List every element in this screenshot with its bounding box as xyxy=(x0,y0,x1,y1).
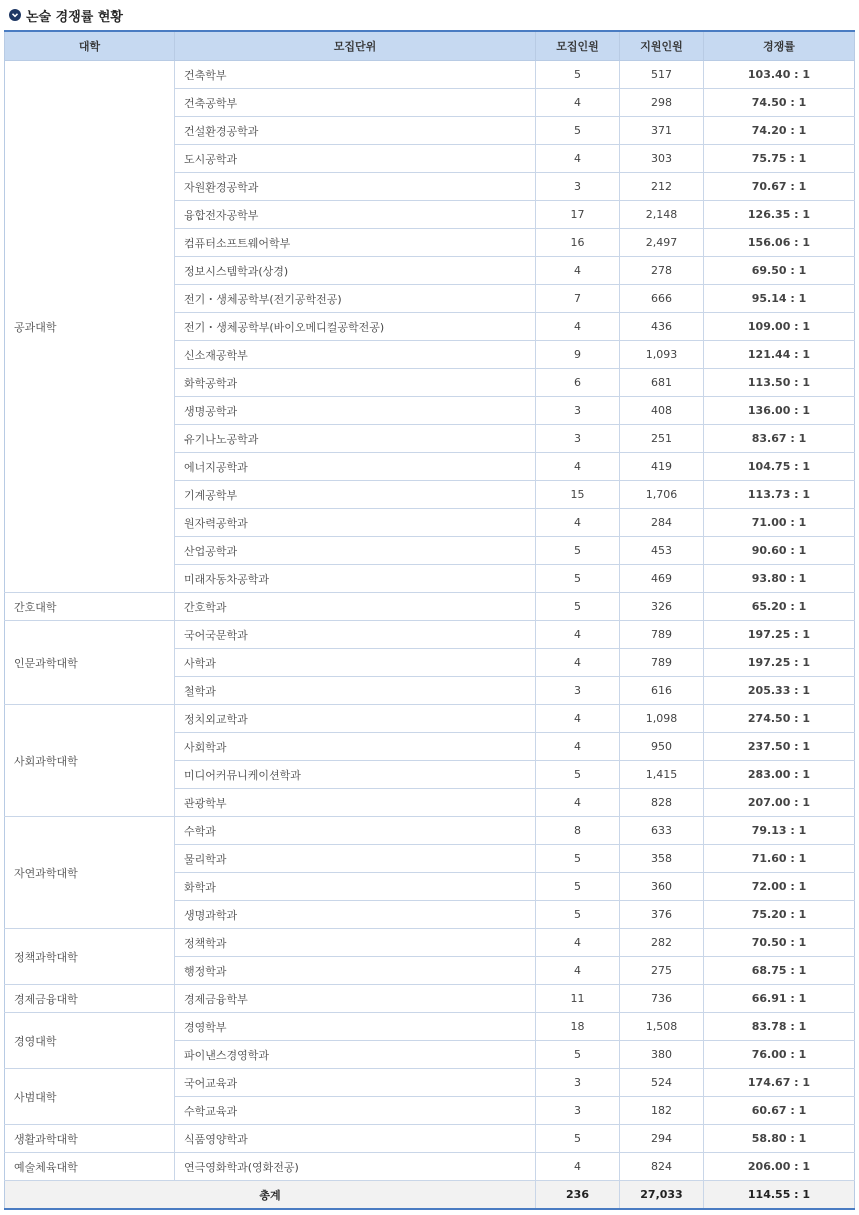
unit-cell: 경영학부 xyxy=(175,1013,536,1041)
quota-cell: 4 xyxy=(536,621,620,649)
quota-cell: 4 xyxy=(536,257,620,285)
rate-cell: 197.25 : 1 xyxy=(704,649,855,677)
applicants-cell: 616 xyxy=(620,677,704,705)
total-applicants: 27,033 xyxy=(620,1181,704,1210)
rate-cell: 66.91 : 1 xyxy=(704,985,855,1013)
rate-cell: 206.00 : 1 xyxy=(704,1153,855,1181)
applicants-cell: 419 xyxy=(620,453,704,481)
unit-cell: 물리학과 xyxy=(175,845,536,873)
college-cell: 인문과학대학 xyxy=(5,621,175,705)
rate-cell: 237.50 : 1 xyxy=(704,733,855,761)
quota-cell: 16 xyxy=(536,229,620,257)
quota-cell: 4 xyxy=(536,957,620,985)
quota-cell: 4 xyxy=(536,89,620,117)
applicants-cell: 408 xyxy=(620,397,704,425)
unit-cell: 미래자동차공학과 xyxy=(175,565,536,593)
applicants-cell: 212 xyxy=(620,173,704,201)
table-body xyxy=(5,61,855,1181)
quota-cell: 3 xyxy=(536,1097,620,1125)
college-cell: 공과대학 xyxy=(5,61,175,593)
quota-cell: 4 xyxy=(536,733,620,761)
rate-cell: 65.20 : 1 xyxy=(704,593,855,621)
applicants-cell: 517 xyxy=(620,61,704,89)
applicants-cell: 376 xyxy=(620,901,704,929)
applicants-cell: 681 xyxy=(620,369,704,397)
applicants-cell: 294 xyxy=(620,1125,704,1153)
applicants-cell: 950 xyxy=(620,733,704,761)
unit-cell: 화학과 xyxy=(175,873,536,901)
unit-cell: 건축학부 xyxy=(175,61,536,89)
applicants-cell: 828 xyxy=(620,789,704,817)
unit-cell: 원자력공학과 xyxy=(175,509,536,537)
unit-cell: 기계공학부 xyxy=(175,481,536,509)
rate-cell: 75.75 : 1 xyxy=(704,145,855,173)
total-rate: 114.55 : 1 xyxy=(704,1181,855,1210)
applicants-cell: 824 xyxy=(620,1153,704,1181)
rate-cell: 104.75 : 1 xyxy=(704,453,855,481)
rate-cell: 71.00 : 1 xyxy=(704,509,855,537)
rate-cell: 70.67 : 1 xyxy=(704,173,855,201)
college-cell: 생활과학대학 xyxy=(5,1125,175,1153)
rate-cell: 75.20 : 1 xyxy=(704,901,855,929)
quota-cell: 4 xyxy=(536,509,620,537)
college-cell: 정책과학대학 xyxy=(5,929,175,985)
quota-cell: 4 xyxy=(536,789,620,817)
table-row xyxy=(5,593,855,621)
college-cell: 사회과학대학 xyxy=(5,705,175,817)
table-row xyxy=(5,985,855,1013)
rate-cell: 79.13 : 1 xyxy=(704,817,855,845)
table-row xyxy=(5,1125,855,1153)
applicants-cell: 358 xyxy=(620,845,704,873)
unit-cell: 건설환경공학과 xyxy=(175,117,536,145)
unit-cell: 미디어커뮤니케이션학과 xyxy=(175,761,536,789)
applicants-cell: 1,415 xyxy=(620,761,704,789)
unit-cell: 행정학과 xyxy=(175,957,536,985)
unit-cell: 전기・생체공학부(전기공학전공) xyxy=(175,285,536,313)
header-unit: 모집단위 xyxy=(175,31,536,61)
table-row xyxy=(5,1069,855,1097)
rate-cell: 74.50 : 1 xyxy=(704,89,855,117)
quota-cell: 5 xyxy=(536,565,620,593)
unit-cell: 융합전자공학부 xyxy=(175,201,536,229)
quota-cell: 18 xyxy=(536,1013,620,1041)
quota-cell: 7 xyxy=(536,285,620,313)
unit-cell: 자원환경공학과 xyxy=(175,173,536,201)
applicants-cell: 524 xyxy=(620,1069,704,1097)
applicants-cell: 1,508 xyxy=(620,1013,704,1041)
quota-cell: 3 xyxy=(536,677,620,705)
quota-cell: 5 xyxy=(536,901,620,929)
rate-cell: 68.75 : 1 xyxy=(704,957,855,985)
rate-cell: 205.33 : 1 xyxy=(704,677,855,705)
quota-cell: 5 xyxy=(536,873,620,901)
quota-cell: 15 xyxy=(536,481,620,509)
quota-cell: 8 xyxy=(536,817,620,845)
rate-cell: 83.78 : 1 xyxy=(704,1013,855,1041)
quota-cell: 5 xyxy=(536,1041,620,1069)
rate-cell: 74.20 : 1 xyxy=(704,117,855,145)
applicants-cell: 1,093 xyxy=(620,341,704,369)
quota-cell: 4 xyxy=(536,1153,620,1181)
rate-cell: 113.50 : 1 xyxy=(704,369,855,397)
quota-cell: 5 xyxy=(536,593,620,621)
rate-cell: 126.35 : 1 xyxy=(704,201,855,229)
quota-cell: 3 xyxy=(536,173,620,201)
applicants-cell: 303 xyxy=(620,145,704,173)
unit-cell: 수학과 xyxy=(175,817,536,845)
applicants-cell: 789 xyxy=(620,621,704,649)
unit-cell: 유기나노공학과 xyxy=(175,425,536,453)
rate-cell: 70.50 : 1 xyxy=(704,929,855,957)
rate-cell: 207.00 : 1 xyxy=(704,789,855,817)
college-cell: 사범대학 xyxy=(5,1069,175,1125)
unit-cell: 관광학부 xyxy=(175,789,536,817)
quota-cell: 5 xyxy=(536,845,620,873)
quota-cell: 4 xyxy=(536,705,620,733)
unit-cell: 화학공학과 xyxy=(175,369,536,397)
applicants-cell: 453 xyxy=(620,537,704,565)
section-title: 논술 경쟁률 현황 xyxy=(26,9,123,25)
unit-cell: 컴퓨터소프트웨어학부 xyxy=(175,229,536,257)
table-header-row xyxy=(5,31,855,61)
chevron-down-circle-icon xyxy=(9,9,21,21)
rate-cell: 283.00 : 1 xyxy=(704,761,855,789)
quota-cell: 5 xyxy=(536,537,620,565)
unit-cell: 철학과 xyxy=(175,677,536,705)
section-title-bar xyxy=(0,0,859,30)
rate-cell: 121.44 : 1 xyxy=(704,341,855,369)
rate-cell: 93.80 : 1 xyxy=(704,565,855,593)
rate-cell: 69.50 : 1 xyxy=(704,257,855,285)
rate-cell: 156.06 : 1 xyxy=(704,229,855,257)
unit-cell: 정보시스템학과(상경) xyxy=(175,257,536,285)
quota-cell: 6 xyxy=(536,369,620,397)
applicants-cell: 284 xyxy=(620,509,704,537)
quota-cell: 4 xyxy=(536,929,620,957)
applicants-cell: 469 xyxy=(620,565,704,593)
rate-cell: 95.14 : 1 xyxy=(704,285,855,313)
applicants-cell: 2,497 xyxy=(620,229,704,257)
unit-cell: 생명공학과 xyxy=(175,397,536,425)
college-cell: 간호대학 xyxy=(5,593,175,621)
unit-cell: 간호학과 xyxy=(175,593,536,621)
table-row xyxy=(5,61,855,89)
rate-cell: 103.40 : 1 xyxy=(704,61,855,89)
rate-cell: 58.80 : 1 xyxy=(704,1125,855,1153)
rate-cell: 83.67 : 1 xyxy=(704,425,855,453)
header-college: 대학 xyxy=(5,31,175,61)
college-cell: 경제금융대학 xyxy=(5,985,175,1013)
unit-cell: 수학교육과 xyxy=(175,1097,536,1125)
applicants-cell: 380 xyxy=(620,1041,704,1069)
total-quota: 236 xyxy=(536,1181,620,1210)
quota-cell: 5 xyxy=(536,117,620,145)
quota-cell: 4 xyxy=(536,313,620,341)
quota-cell: 3 xyxy=(536,397,620,425)
table-row xyxy=(5,817,855,845)
applicants-cell: 282 xyxy=(620,929,704,957)
quota-cell: 9 xyxy=(536,341,620,369)
college-cell: 경영대학 xyxy=(5,1013,175,1069)
applicants-cell: 275 xyxy=(620,957,704,985)
applicants-cell: 1,706 xyxy=(620,481,704,509)
table-row xyxy=(5,1153,855,1181)
quota-cell: 5 xyxy=(536,61,620,89)
unit-cell: 건축공학부 xyxy=(175,89,536,117)
header-rate: 경쟁률 xyxy=(704,31,855,61)
unit-cell: 전기・생체공학부(바이오메디컬공학전공) xyxy=(175,313,536,341)
quota-cell: 4 xyxy=(536,649,620,677)
unit-cell: 식품영양학과 xyxy=(175,1125,536,1153)
quota-cell: 5 xyxy=(536,1125,620,1153)
quota-cell: 5 xyxy=(536,761,620,789)
unit-cell: 연극영화학과(영화전공) xyxy=(175,1153,536,1181)
unit-cell: 파이낸스경영학과 xyxy=(175,1041,536,1069)
rate-cell: 174.67 : 1 xyxy=(704,1069,855,1097)
unit-cell: 생명과학과 xyxy=(175,901,536,929)
rate-cell: 113.73 : 1 xyxy=(704,481,855,509)
unit-cell: 국어국문학과 xyxy=(175,621,536,649)
table-row xyxy=(5,705,855,733)
unit-cell: 사학과 xyxy=(175,649,536,677)
unit-cell: 정책학과 xyxy=(175,929,536,957)
header-quota: 모집인원 xyxy=(536,31,620,61)
rate-cell: 136.00 : 1 xyxy=(704,397,855,425)
applicants-cell: 789 xyxy=(620,649,704,677)
header-applicants: 지원인원 xyxy=(620,31,704,61)
unit-cell: 경제금융학부 xyxy=(175,985,536,1013)
unit-cell: 신소재공학부 xyxy=(175,341,536,369)
quota-cell: 4 xyxy=(536,145,620,173)
rate-cell: 274.50 : 1 xyxy=(704,705,855,733)
quota-cell: 3 xyxy=(536,1069,620,1097)
rate-cell: 72.00 : 1 xyxy=(704,873,855,901)
unit-cell: 사회학과 xyxy=(175,733,536,761)
applicants-cell: 360 xyxy=(620,873,704,901)
unit-cell: 산업공학과 xyxy=(175,537,536,565)
quota-cell: 17 xyxy=(536,201,620,229)
unit-cell: 정치외교학과 xyxy=(175,705,536,733)
applicants-cell: 278 xyxy=(620,257,704,285)
unit-cell: 도시공학과 xyxy=(175,145,536,173)
total-row xyxy=(5,1181,855,1210)
applicants-cell: 251 xyxy=(620,425,704,453)
applicants-cell: 182 xyxy=(620,1097,704,1125)
quota-cell: 11 xyxy=(536,985,620,1013)
table-row xyxy=(5,1013,855,1041)
applicants-cell: 633 xyxy=(620,817,704,845)
applicants-cell: 2,148 xyxy=(620,201,704,229)
applicants-cell: 298 xyxy=(620,89,704,117)
applicants-cell: 326 xyxy=(620,593,704,621)
table-row xyxy=(5,621,855,649)
quota-cell: 3 xyxy=(536,425,620,453)
applicants-cell: 736 xyxy=(620,985,704,1013)
competition-rate-table xyxy=(4,30,855,1210)
applicants-cell: 666 xyxy=(620,285,704,313)
rate-cell: 90.60 : 1 xyxy=(704,537,855,565)
unit-cell: 에너지공학과 xyxy=(175,453,536,481)
college-cell: 자연과학대학 xyxy=(5,817,175,929)
total-label: 총계 xyxy=(5,1181,536,1210)
rate-cell: 71.60 : 1 xyxy=(704,845,855,873)
college-cell: 예술체육대학 xyxy=(5,1153,175,1181)
rate-cell: 109.00 : 1 xyxy=(704,313,855,341)
rate-cell: 60.67 : 1 xyxy=(704,1097,855,1125)
rate-cell: 76.00 : 1 xyxy=(704,1041,855,1069)
applicants-cell: 436 xyxy=(620,313,704,341)
applicants-cell: 371 xyxy=(620,117,704,145)
quota-cell: 4 xyxy=(536,453,620,481)
table-row xyxy=(5,929,855,957)
unit-cell: 국어교육과 xyxy=(175,1069,536,1097)
rate-cell: 197.25 : 1 xyxy=(704,621,855,649)
applicants-cell: 1,098 xyxy=(620,705,704,733)
